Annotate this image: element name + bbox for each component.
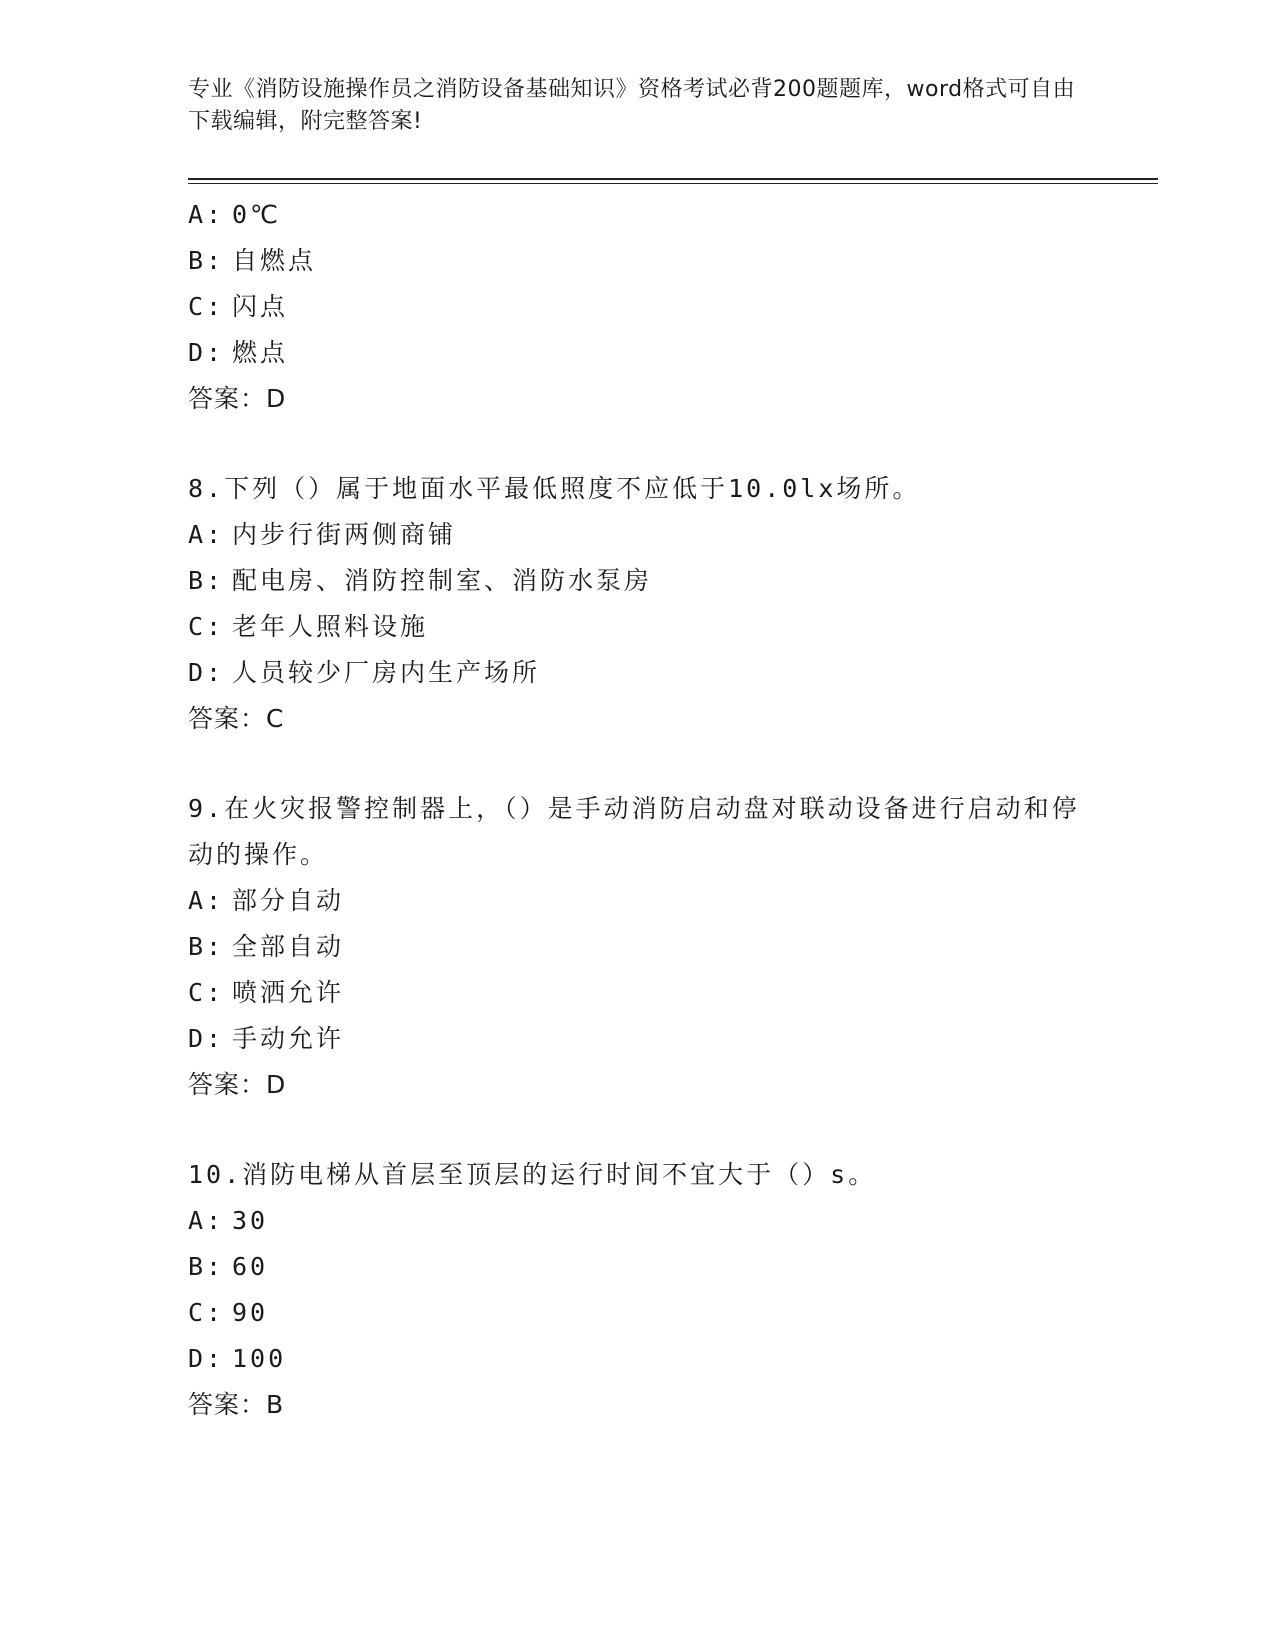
answer-text: 答案：D xyxy=(188,1070,287,1099)
question-8 xyxy=(188,466,1088,742)
document-header xyxy=(188,74,1088,138)
option-d: D: 人员较少厂房内生产场所 xyxy=(188,658,541,687)
option-a: A: 内步行街两侧商铺 xyxy=(188,520,457,549)
option-d: D: 燃点 xyxy=(188,338,289,367)
option-b: B: 自燃点 xyxy=(188,246,317,275)
option-c: C: 90 xyxy=(188,1298,269,1327)
option-b: B: 60 xyxy=(188,1252,269,1281)
question-stem: 8.下列（）属于地面水平最低照度不应低于10.0lx场所。 xyxy=(188,474,921,503)
option-b: B: 全部自动 xyxy=(188,932,345,961)
option-c: C: 闪点 xyxy=(188,292,289,321)
answer-text: 答案：C xyxy=(188,704,285,733)
question-10 xyxy=(188,1152,1088,1428)
option-d: D: 100 xyxy=(188,1344,287,1373)
option-d: D: 手动允许 xyxy=(188,1024,345,1053)
answer-text: 答案：B xyxy=(188,1390,285,1419)
header-title: 专业《消防设施操作员之消防设备基础知识》资格考试必背200题题库，word格式可自由下载编辑，附完整答案! xyxy=(188,77,1076,134)
option-a: A: 部分自动 xyxy=(188,886,345,915)
question-9 xyxy=(188,786,1088,1108)
header-divider-thick xyxy=(188,178,1158,180)
answer-text: 答案：D xyxy=(188,384,287,413)
option-b: B: 配电房、消防控制室、消防水泵房 xyxy=(188,566,653,595)
option-c: C: 喷洒允许 xyxy=(188,978,345,1007)
question-stem: 9.在火灾报警控制器上，（）是手动消防启动盘对联动设备进行启动和停动的操作。 xyxy=(188,794,1080,869)
option-a: A: 0℃ xyxy=(188,200,282,229)
header-divider-thin xyxy=(188,183,1158,184)
option-a: A: 30 xyxy=(188,1206,269,1235)
question-7-continued xyxy=(188,192,1088,422)
question-list xyxy=(188,192,1088,1428)
option-c: C: 老年人照料设施 xyxy=(188,612,429,641)
question-stem: 10.消防电梯从首层至顶层的运行时间不宜大于（）s。 xyxy=(188,1160,877,1189)
